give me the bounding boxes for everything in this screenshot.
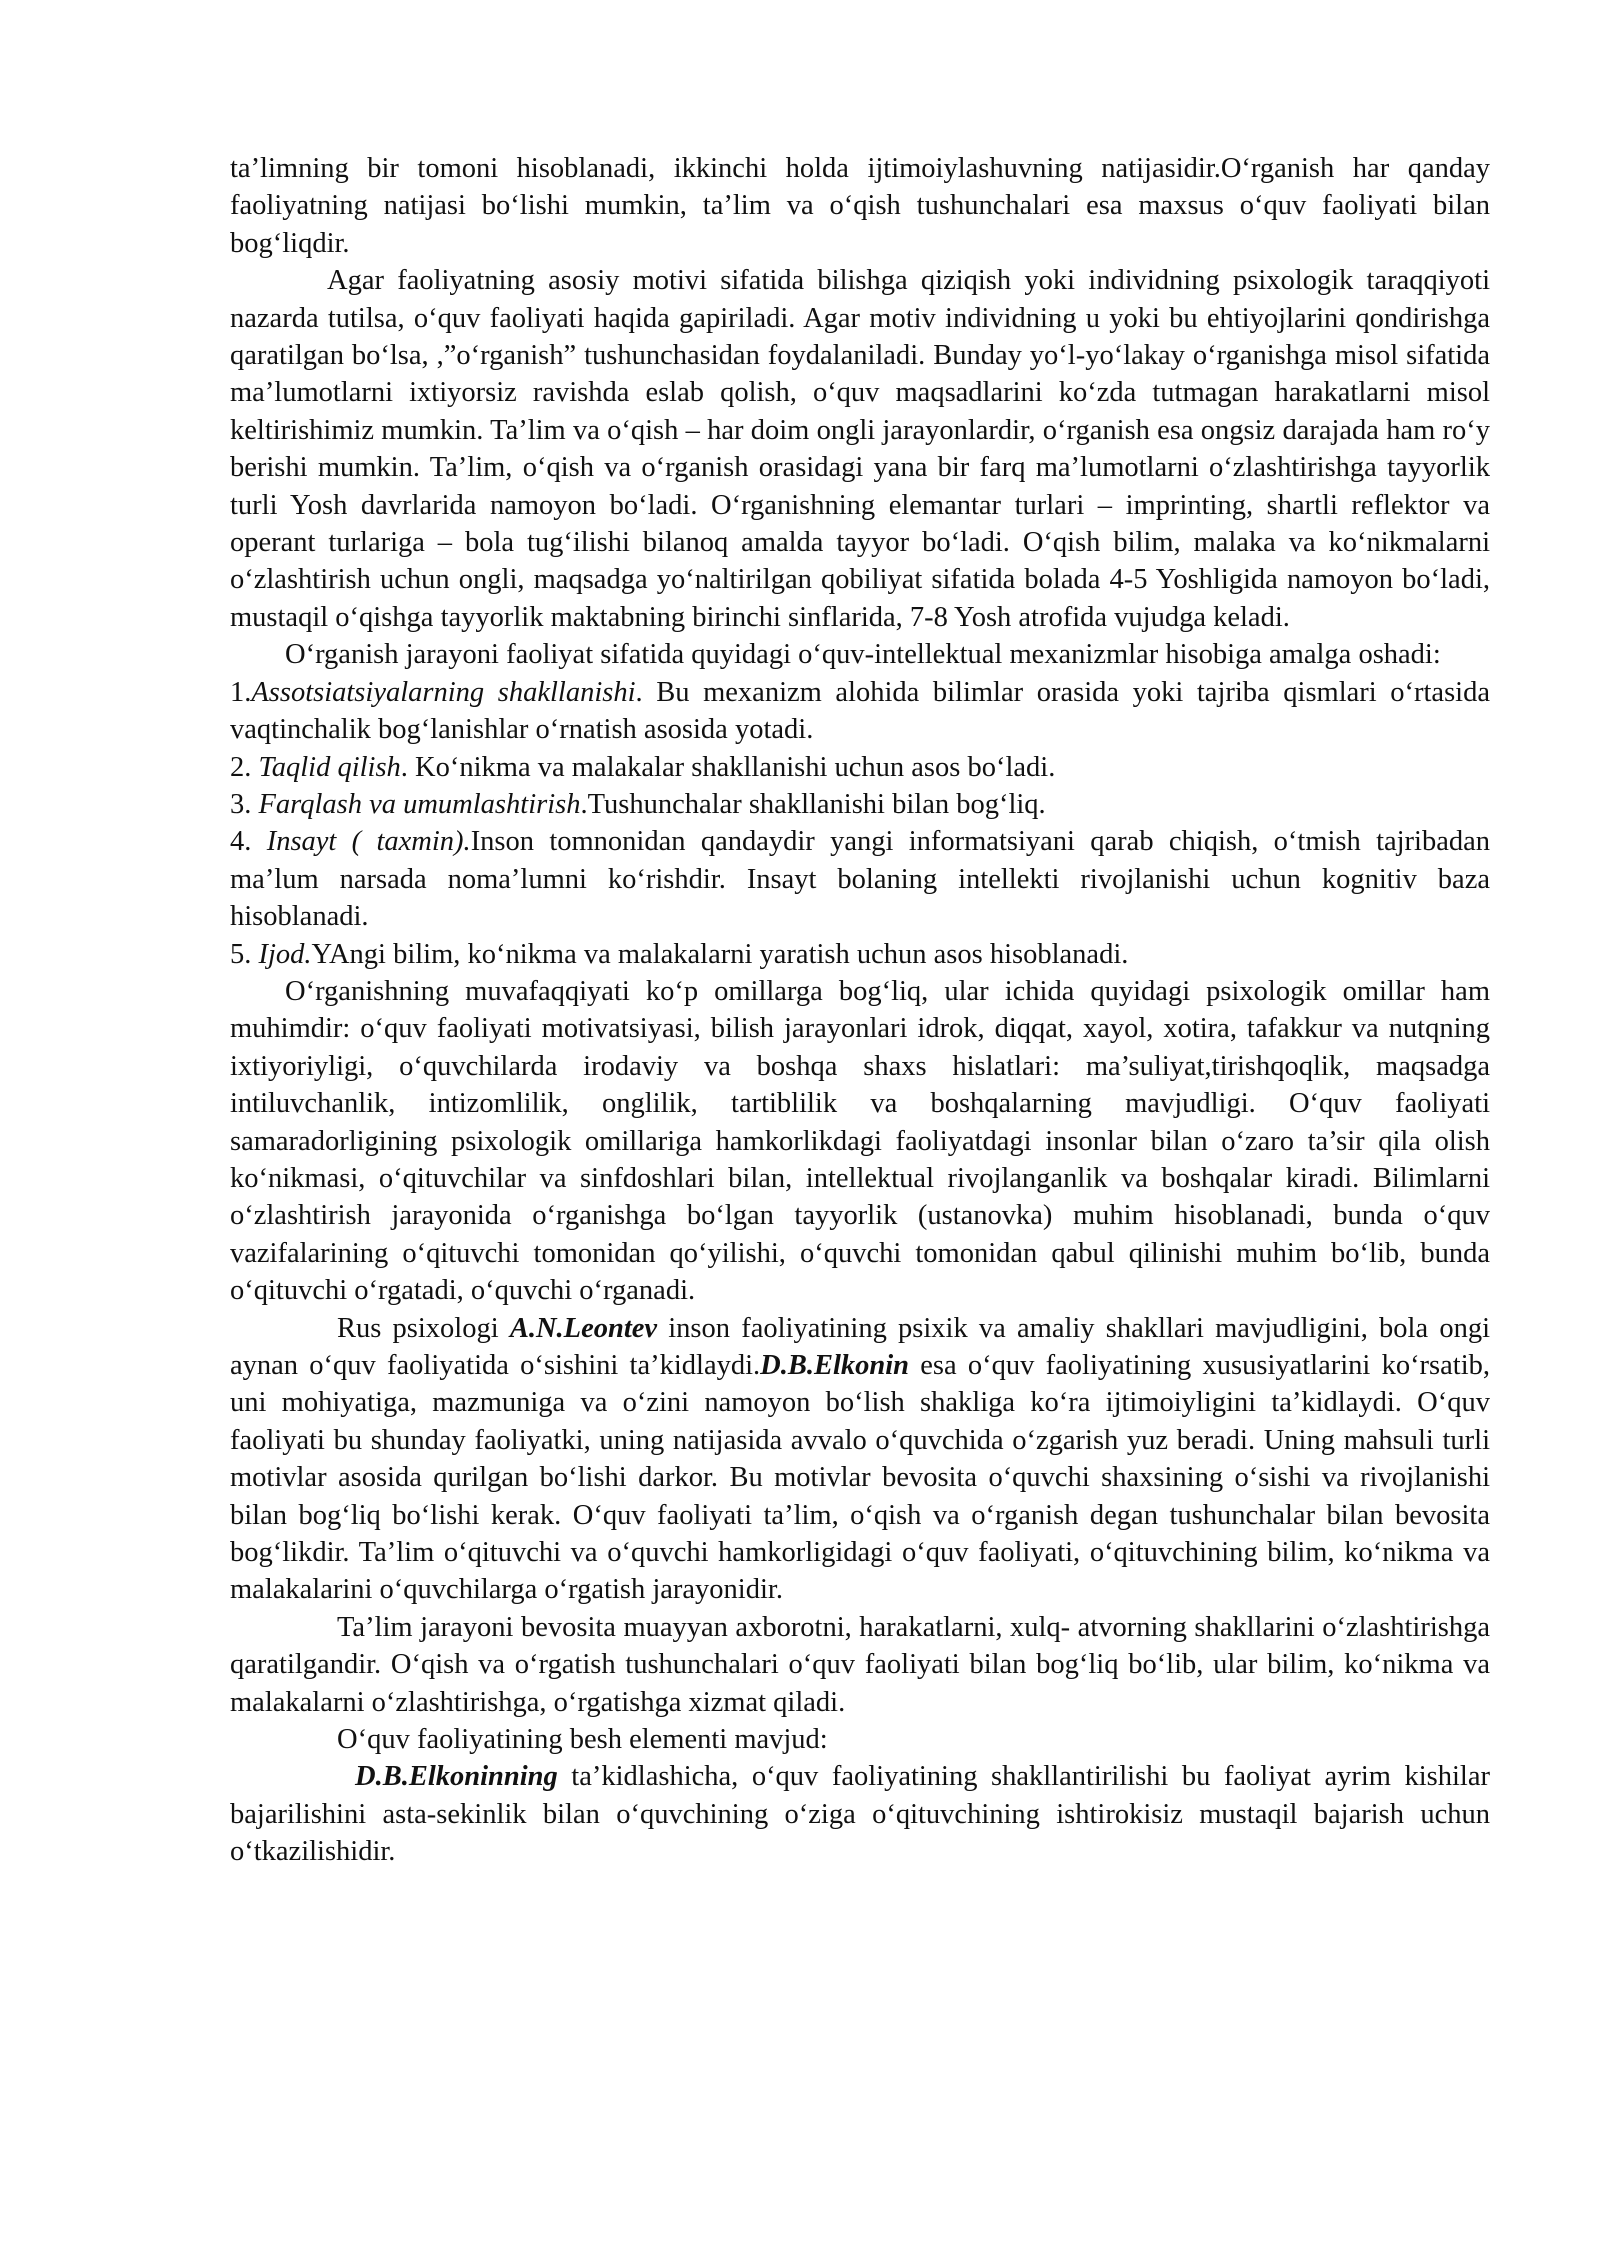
list-item-2 [230,749,1490,786]
list-term: Assotsiatsiyalarning shakllanishi [251,676,636,708]
text-run: ta’kidlashicha, o‘quv faoliyatining shakllantirilishi bu faoliyat ayrim kishilar bajarilishini asta-sekinlik bilan o‘quvchining o‘ziga o‘qituvchining ishtirokisiz mustaqil bajarish uchun o‘tkazilishidir. [230,1761,1490,1868]
list-item-4 [230,823,1490,935]
list-text: . Bu mexanizm alohida bilimlar orasida yoki tajriba qismlari o‘rtasida vaqtinchalik bog‘lanishlar o‘rnatish asosida yotadi. [230,676,1490,746]
paragraph-4: O‘rganishning muvafaqqiyati ko‘p omillarga bog‘liq, ular ichida quyidagi psixologik omillar ham muhimdir: o‘quv faoliyati motivatsiyasi, bilish jarayonlari idrok, diqqat, xayol, xotira, tafakkur va nutqning ixtiyoriyligi, o‘quvchilarda irodaviy va boshqa shaxs hislatlari: ma’suliyat,tirishqoqlik, maqsadga intiluvchanlik, intizomlilik, onglilik, tartiblilik va boshqalarning mavjudligi. O‘quv faoliyati samaradorligining psixologik omillariga hamkorlikdagi faoliyatdagi insonlar bilan o‘zaro ta’sir qila olish ko‘nikmasi, o‘qituvchilar va sinfdoshlari bilan, intellektual rivojlanganlik va boshqalar kiradi. Bilimlarni o‘zlashtirish jarayonida o‘rganishga bo‘lgan tayyorlik (ustanovka) muhim hisoblanadi, bunda o‘quv vazifalarining o‘qituvchi tomonidan qo‘yilishi, o‘quvchi tomonidan qabul qilinishi muhim bo‘lib, bunda o‘qituvchi o‘rgatadi, o‘quvchi o‘rganadi. [230,975,1490,1307]
text-run: esa o‘quv faoliyatining xususiyatlarini ko‘rsatib, uni mohiyatiga, mazmuniga va o‘zini namoyon bo‘lish shakliga ko‘ra ijtimoiyligini ta’kidlaydi. O‘quv faoliyati bu shunday faoliyatki, uning natijasida avvalo o‘quvchida o‘zgarish yuz beradi. Uning mahsuli turli motivlar asosida qurilgan bo‘lishi darkor. Bu motivlar bevosita o‘quvchi shaxsining o‘sishi va rivojlanishi bilan bog‘liq bo‘lishi kerak. O‘quv faoliyati ta’lim, o‘qish va o‘rganish degan tushunchalar bilan bevosita bog‘likdir. Ta’lim o‘qituvchi va o‘quvchi hamkorligidagi o‘quv faoliyati, o‘qituvchining bilim, ko‘nikma va malakalarini o‘quvchilarga o‘rgatish jarayonidir. [230,1350,1490,1606]
paragraph-5 [230,1310,1490,1609]
list-term: Insayt ( taxmin). [266,826,471,858]
list-term: Taqlid qilish [258,751,401,783]
list-number: 1. [230,676,252,708]
list-number: 3. [230,788,259,820]
list-text: . Ko‘nikma va malakalar shakllanishi uchun asos bo‘ladi. [400,751,1056,783]
list-number: 5. [230,938,259,970]
list-term: Farqlash va umumlashtirish [258,788,581,820]
list-term: Ijod. [258,938,312,970]
document-page [230,150,1490,1871]
paragraph-2: Agar faoliyatning asosiy motivi sifatida bilishga qiziqish yoki individning psixologik taraqqiyoti nazarda tutilsa, o‘quv faoliyati haqida gapiriladi. Agar motiv individning u yoki bu ehtiyojlarini qondirishga qaratilgan bo‘lsa, ,”o‘rganish” tushunchasidan foydalaniladi. Bunday yo‘l-yo‘lakay o‘rganishga misol sifatida ma’lumotlarni ixtiyorsiz ravishda eslab qolish, o‘quv maqsadlarini ko‘zda tutmagan harakatlarni misol keltirishimiz mumkin. Ta’lim va o‘qish – har doim ongli jarayonlardir, o‘rganish esa ongsiz darajada ham ro‘y berishi mumkin. Ta’lim, o‘qish va o‘rganish orasidagi yana bir farq ma’lumotlarni o‘zlashtirishga tayyorlik turli Yosh davrlarida namoyon bo‘ladi. O‘rganishning elemantar turlari – imprinting, shartli reflektor va operant turlariga – bola tug‘ilishi bilanoq amalda tayyor bo‘ladi. O‘qish bilim, malaka va ko‘nikmalarni o‘zlashtirish uchun ongli, maqsadga yo‘naltirilgan qobiliyat sifatida bolada 4-5 Yoshligida namoyon bo‘ladi, mustaqil o‘qishga tayyorlik maktabning birinchi sinflarida, 7-8 Yosh atrofida vujudga keladi. [230,265,1490,633]
paragraph-6: Ta’lim jarayoni bevosita muayyan axborotni, harakatlarni, xulq- atvorning shakllarini o‘zlashtirishga qaratilgandir. O‘qish va o‘rgatish tushunchalari o‘quv faoliyati bilan bog‘liq bo‘lib, ular bilim, ko‘nikma va malakalarni o‘zlashtirishga, o‘rgatishga xizmat qiladi. [230,1611,1490,1718]
paragraph-1: ta’limning bir tomoni hisoblanadi, ikkinchi holda ijtimoiylashuvning natijasidir.O‘rganish har qanday faoliyatning natijasi bo‘lishi mumkin, ta’lim va o‘qish tushunchalari esa maxsus o‘quv faoliyati bilan bog‘liqdir. [230,153,1490,259]
paragraph-8 [230,1758,1490,1870]
list-text: YAngi bilim, ko‘nikma va malakalarni yaratish uchun asos hisoblanadi. [311,938,1129,970]
paragraph-3: O‘rganish jarayoni faoliyat sifatida quyidagi o‘quv-intellektual mexanizmlar hisobiga amalga oshadi: [285,639,1441,671]
list-number: 2. [230,751,259,783]
list-item-1 [230,674,1490,749]
text-run: inson faoliyatining psixik va amaliy shakllari mavjudligini, bola ongi aynan o‘quv faoliyatida o‘sishini ta’kidlaydi. [230,1312,1490,1381]
text-run: Rus psixologi [337,1312,510,1344]
list-number: 4. [230,826,267,858]
author-name-leontev: A.N.Leontev [509,1312,658,1344]
author-name-elkonin: D.B.Elkonin [760,1350,910,1381]
paragraph-7: O‘quv faoliyatining besh elementi mavjud: [337,1724,828,1756]
list-text: Inson tomnonidan qandaydir yangi informatsiyani qarab chiqish, o‘tmish tajribadan ma’lum narsada noma’lumni ko‘rishdir. Insayt bolaning intellekti rivojlanishi uchun kognitiv baza hisoblanadi. [230,826,1491,933]
list-item-3 [230,786,1490,823]
list-item-5 [230,936,1490,973]
list-text: .Tushunchalar shakllanishi bilan bog‘liq. [580,788,1046,820]
author-name-elkoninning: D.B.Elkoninning [355,1761,558,1793]
